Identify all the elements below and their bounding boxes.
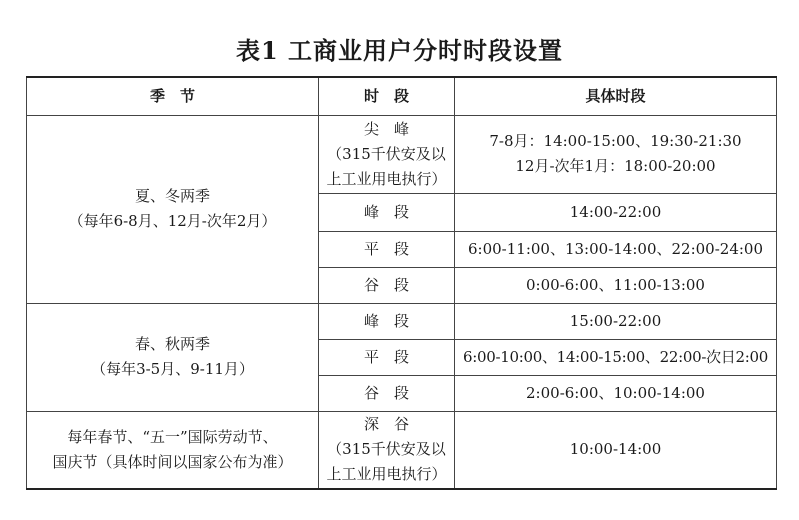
table-row (27, 115, 777, 193)
period-label: 尖 峰 (363, 119, 409, 138)
period-cell: 峰 段 (319, 193, 455, 231)
hours-cell: 6:00-11:00、13:00-14:00、22:00-24:00 (455, 231, 777, 267)
header-season: 季 节 (27, 77, 319, 115)
header-hours: 具体时段 (455, 77, 777, 115)
season-cell-summer-winter (27, 115, 319, 303)
period-label: 深 谷 (363, 415, 409, 434)
period-cell: 平 段 (319, 339, 455, 375)
hours-cell: 14:00-22:00 (455, 193, 777, 231)
table-title: 表1 工商业用户分时时段设置 (235, 36, 564, 65)
period-cell: 谷 段 (319, 375, 455, 411)
header-period: 时 段 (319, 77, 455, 115)
hours-cell: 2:00-6:00、10:00-14:00 (455, 375, 777, 411)
hours-cell: 6:00-10:00、14:00-15:00、22:00-次日2:00 (455, 339, 777, 375)
header-row (27, 77, 777, 115)
period-note: （315千伏安及以 (327, 144, 446, 163)
table-row (27, 303, 777, 339)
period-cell: 谷 段 (319, 267, 455, 303)
season-name: 每年春节、“五一”国际劳动节、 (67, 427, 278, 446)
season-note: 国庆节（具体时间以国家公布为准） (52, 452, 293, 471)
hours-cell: 10:00-14:00 (455, 411, 777, 489)
season-cell-spring-autumn (27, 303, 319, 411)
period-note: 上工业用电执行） (326, 465, 447, 484)
period-note: 上工业用电执行） (326, 169, 447, 188)
period-cell: 平 段 (319, 231, 455, 267)
period-note: （315千伏安及以 (327, 440, 446, 459)
season-months: （每年3-5月、9-11月） (91, 360, 254, 378)
period-cell-deep-valley (319, 411, 455, 489)
hours-cell: 0:00-6:00、11:00-13:00 (455, 267, 777, 303)
tou-period-table (26, 76, 777, 490)
hours-cell (455, 115, 777, 193)
table-row (27, 411, 777, 489)
season-name: 春、秋两季 (134, 335, 210, 353)
period-cell: 峰 段 (319, 303, 455, 339)
hours-cell: 15:00-22:00 (455, 303, 777, 339)
hours-text: 7-8月：14:00-15:00、19:30-21:30 (489, 132, 742, 150)
period-cell-peak-critical (319, 115, 455, 193)
hours-text: 12月-次年1月：18:00-20:00 (515, 157, 716, 175)
season-name: 夏、冬两季 (134, 187, 210, 205)
season-cell-holidays (27, 411, 319, 489)
season-months: （每年6-8月、12月-次年2月） (68, 212, 277, 230)
